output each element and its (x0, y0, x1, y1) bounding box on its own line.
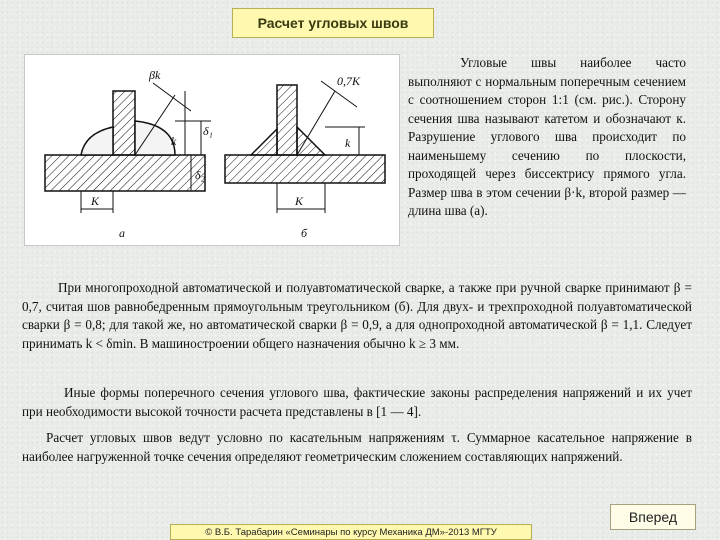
figure-b (225, 74, 385, 240)
weld-diagram (25, 55, 401, 247)
slide-title: Расчет угловых швов (232, 8, 434, 38)
paragraph-other-forms: Иные формы поперечного сечения углового шва, фактические законы распределения напряжений и их учет при необходимости высокой точности расчета представлены в [1 — 4]. (22, 385, 692, 419)
vertical-plate-a (113, 91, 135, 155)
figure-a (45, 68, 213, 240)
label-k-b: K (295, 194, 304, 208)
label-k-a: K (91, 194, 100, 208)
label-k07: 0,7K (337, 74, 361, 88)
label-beta-k: βk (149, 68, 161, 82)
paragraph-beta-values: При многопроходной автоматической и полуавтоматической сварке, а также при ручной сварке принимают β = 0,7, считая шов равнобедренным прямоугольным треугольником (б). Для двух- и трехпроходной полуавтоматической сварки β = 0,8; для такой же, но автоматической сварки β = 0,9, а для однопроходной автоматической β = 1,1. Следует принимать k < δmin. В машиностроении общего назначения обычно k ≥ 3 мм. (22, 280, 692, 351)
paragraph-shear-stress: Расчет угловых швов ведут условно по касательным напряжениям τ. Суммарное касательное напряжение в наиболее нагруженной точке сечения определяют геометрическим сложением составляющих напряжений. (22, 430, 692, 464)
base-plate-a (45, 155, 205, 191)
label-delta1: δ₁ (203, 124, 213, 138)
weld-bead-a-left (81, 127, 113, 155)
caption-b: б (301, 226, 308, 240)
intro-text: Угловые швы наиболее часто выполняют с нормальным поперечным сечением с соотношением сторон 1:1 (см. рис.). Сторону сечения шва называют катетом и обозначают к. Разрушение углового шва происходит по наименьшему сечению по плоскости, проходящей через биссектрису прямого угла. Размер шва в этом сечении β·k, второй размер — длина шва (а). (408, 55, 686, 218)
base-plate-b (225, 155, 385, 183)
label-k-vert-b: k (345, 136, 351, 150)
footer-copyright: © В.Б. Тарабарин «Семинары по курсу Механика ДМ»-2013 МГТУ (170, 524, 532, 540)
weld-bead-a (135, 121, 175, 155)
next-button[interactable]: Вперед (610, 504, 696, 530)
label-k-vert-a: k (171, 134, 177, 148)
weld-triangle-left (251, 129, 277, 155)
caption-a: а (119, 226, 125, 240)
weld-figure (24, 54, 400, 246)
vertical-plate-b (277, 85, 297, 155)
label-delta2: δ₂ (195, 168, 205, 182)
